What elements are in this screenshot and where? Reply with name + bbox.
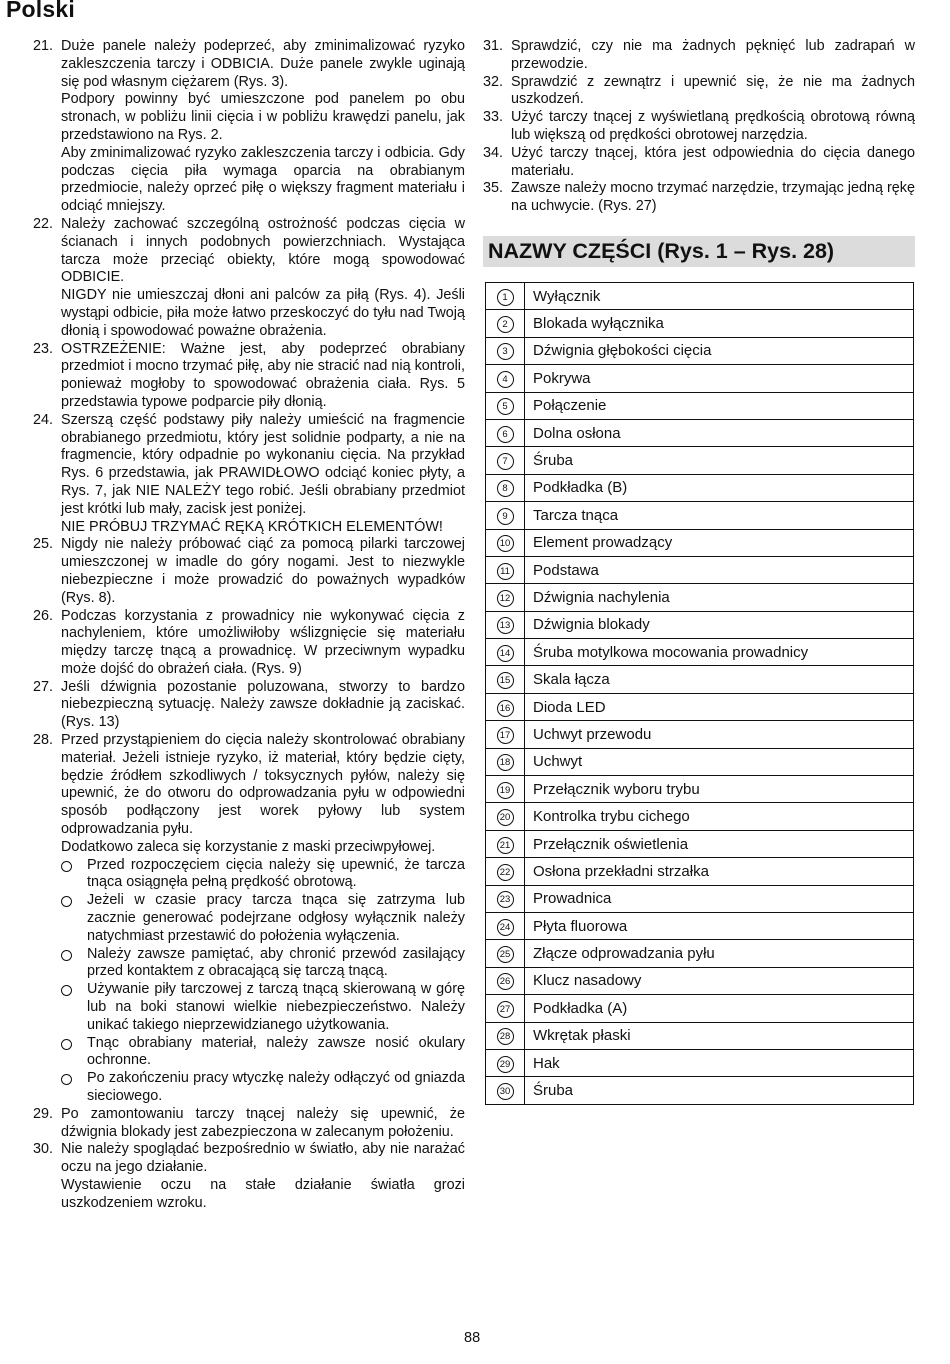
list-item — [33, 1141, 465, 1212]
part-label: Uchwyt przewodu — [525, 721, 914, 748]
part-number-cell — [486, 529, 525, 556]
bullet-item — [61, 892, 465, 945]
part-number: 10 — [497, 535, 514, 552]
part-number-cell — [486, 693, 525, 720]
part-number-cell — [486, 556, 525, 583]
list-item — [483, 109, 915, 145]
part-number-cell — [486, 912, 525, 939]
part-label: Podstawa — [525, 556, 914, 583]
item-paragraph: Nigdy nie należy próbować ciąć za pomocą pilarki tarczowej umieszczonej w imadle do góry nogami. Jest to niezwykle niebezpieczne i może prowadzić do poważnych wypadków (Rys. 8). — [61, 536, 465, 606]
part-number-cell — [486, 858, 525, 885]
part-label: Prowadnica — [525, 885, 914, 912]
part-number: 4 — [497, 371, 514, 388]
table-row — [486, 529, 914, 556]
item-paragraph: Użyć tarczy tnącej z wyświetlaną prędkością obrotową równą lub większą od prędkości obrotowej narzędzia. — [511, 109, 915, 143]
part-label: Uchwyt — [525, 748, 914, 775]
item-number: 33. — [483, 109, 504, 126]
part-number-cell — [486, 337, 525, 364]
part-number: 3 — [497, 343, 514, 360]
item-number: 23. — [33, 340, 54, 357]
left-column — [33, 38, 465, 1213]
part-label: Przełącznik wyboru trybu — [525, 776, 914, 803]
bullet-list — [61, 857, 465, 1106]
part-number-cell — [486, 830, 525, 857]
part-label: Blokada wyłącznika — [525, 310, 914, 337]
item-number: 22. — [33, 215, 54, 232]
item-paragraph: Podczas korzystania z prowadnicy nie wykonywać cięcia z nachyleniem, które umożliwiłoby wślizgnięcie się materiału między tarczę tnącą a prowadnicę. W przeciwnym wypadku może dojść do obrażeń ciała. (Rys. 9) — [61, 607, 465, 677]
table-row — [486, 639, 914, 666]
table-row — [486, 776, 914, 803]
part-number: 15 — [497, 672, 514, 689]
part-number-cell — [486, 419, 525, 446]
part-number: 14 — [497, 645, 514, 662]
part-number-cell — [486, 474, 525, 501]
part-number-cell — [486, 666, 525, 693]
item-paragraph: Jeśli dźwignia pozostanie poluzowana, stworzy to bardzo niebezpieczną sytuację. Należy zawsze dokładnie ją zaciskać. (Rys. 13) — [61, 678, 465, 731]
table-row — [486, 693, 914, 720]
part-number-cell — [486, 940, 525, 967]
table-row — [486, 1077, 914, 1104]
part-number: 17 — [497, 727, 514, 744]
part-number-cell — [486, 967, 525, 994]
part-number: 19 — [497, 782, 514, 799]
bullet-text: Przed rozpoczęciem cięcia należy się upewnić, że tarcza tnąca osiągnęła pełną prędkość obrotową. — [87, 856, 465, 891]
list-item — [33, 341, 465, 412]
list-item — [33, 216, 465, 341]
list-item — [33, 608, 465, 679]
list-item — [33, 38, 465, 216]
bullet-text: Używanie piły tarczowej z tarczą tnącą skierowaną w górę lub na boki stanowi wielkie niebezpieczeństwo. Należy unikać takiego nieprzewidzianego użytkowania. — [87, 981, 465, 1033]
list-item — [483, 145, 915, 181]
part-number-cell — [486, 310, 525, 337]
part-number: 6 — [497, 426, 514, 443]
part-label: Pokrywa — [525, 365, 914, 392]
bullet-item — [61, 946, 465, 982]
table-row — [486, 940, 914, 967]
part-number-cell — [486, 447, 525, 474]
item-paragraph: NIGDY nie umieszczaj dłoni ani palców za piłą (Rys. 4). Jeśli wystąpi odbicie, piła może łatwo przeskoczyć do tyłu nad Twoją dłonią i spowodować poważne obrażenia. — [61, 287, 465, 339]
item-paragraph: Duże panele należy podeprzeć, aby zminimalizować ryzyko zakleszczenia tarczy i ODBICIA. Duże panele zwykle uginają się pod własnym ciężarem (Rys. 3). — [61, 38, 465, 90]
item-paragraph: OSTRZEŻENIE: Ważne jest, aby podeprzeć obrabiany przedmiot i mocno trzymać piłę, aby nie stracić nad nią kontroli, ponieważ mogłoby to spowodować obrażenia ciała. Rys. 5 przedstawia typowe podparcie piły dłonią. — [61, 340, 465, 410]
bullet-item — [61, 1035, 465, 1071]
part-number-cell — [486, 584, 525, 611]
part-number: 11 — [497, 563, 514, 580]
list-item — [33, 732, 465, 1106]
list-item — [33, 412, 465, 537]
bullet-text: Tnąc obrabiany materiał, należy zawsze nosić okulary ochronne. — [87, 1034, 465, 1069]
item-number: 35. — [483, 180, 504, 197]
part-number: 27 — [497, 1001, 514, 1018]
part-number: 13 — [497, 617, 514, 634]
part-number: 20 — [497, 809, 514, 826]
table-row — [486, 721, 914, 748]
part-number: 8 — [497, 480, 514, 497]
bullet-circle-icon — [61, 950, 72, 961]
bullet-circle-icon — [61, 1074, 72, 1085]
table-row — [486, 967, 914, 994]
part-label: Osłona przekładni strzałka — [525, 858, 914, 885]
part-label: Dolna osłona — [525, 419, 914, 446]
table-row — [486, 283, 914, 310]
item-number: 21. — [33, 38, 54, 54]
part-number-cell — [486, 721, 525, 748]
table-row — [486, 885, 914, 912]
item-paragraph: Zawsze należy mocno trzymać narzędzie, trzymając jedną rękę na uchwycie. (Rys. 27) — [511, 180, 915, 215]
table-row — [486, 392, 914, 419]
item-number: 32. — [483, 73, 504, 90]
part-number: 5 — [497, 398, 514, 415]
item-paragraph: Wystawienie oczu na stałe działanie światła grozi uszkodzeniem wzroku. — [61, 1177, 465, 1211]
part-label: Podkładka (A) — [525, 995, 914, 1022]
part-number-cell — [486, 639, 525, 666]
table-row — [486, 912, 914, 939]
page-number: 88 — [464, 1330, 481, 1346]
part-number-cell — [486, 748, 525, 775]
table-row — [486, 556, 914, 583]
table-row — [486, 803, 914, 830]
table-row — [486, 365, 914, 392]
bullet-circle-icon — [61, 861, 72, 872]
part-number: 22 — [497, 864, 514, 881]
part-label: Podkładka (B) — [525, 474, 914, 501]
table-row — [486, 748, 914, 775]
part-label: Dioda LED — [525, 693, 914, 720]
table-row — [486, 419, 914, 446]
table-row — [486, 995, 914, 1022]
part-label: Dźwignia głębokości cięcia — [525, 337, 914, 364]
item-number: 27. — [33, 678, 54, 695]
part-number: 26 — [497, 973, 514, 990]
table-row — [486, 858, 914, 885]
part-number-cell — [486, 803, 525, 830]
part-label: Klucz nasadowy — [525, 967, 914, 994]
list-item — [483, 74, 915, 110]
part-number-cell — [486, 365, 525, 392]
part-number-cell — [486, 611, 525, 638]
part-label: Płyta fluorowa — [525, 912, 914, 939]
part-number: 9 — [497, 508, 514, 525]
item-paragraph: Nie należy spoglądać bezpośrednio w światło, aby nie narażać oczu na jego działanie. — [61, 1141, 465, 1176]
table-row — [486, 611, 914, 638]
item-number: 30. — [33, 1141, 54, 1158]
list-item — [483, 38, 915, 74]
table-row — [486, 1049, 914, 1076]
part-label: Przełącznik oświetlenia — [525, 830, 914, 857]
part-label: Śruba — [525, 447, 914, 474]
bullet-text: Należy zawsze pamiętać, aby chronić przewód zasilający przed kontaktem z obracającą się tarczą tnącą. — [87, 945, 465, 980]
item-paragraph: Aby zminimalizować ryzyko zakleszczenia tarczy i odbicia. Gdy podczas cięcia piła wymaga oparcia na obrabianym przedmiocie, należy oprzeć piłę o większy fragment materiału i odciąć mniejszy. — [61, 144, 465, 215]
part-label: Skala łącza — [525, 666, 914, 693]
part-number: 2 — [497, 316, 514, 333]
table-row — [486, 310, 914, 337]
part-label: Dźwignia blokady — [525, 611, 914, 638]
part-number: 18 — [497, 754, 514, 771]
bullet-circle-icon — [61, 896, 72, 907]
part-number-cell — [486, 1022, 525, 1049]
part-number: 28 — [497, 1028, 514, 1045]
item-number: 31. — [483, 38, 504, 54]
item-paragraph: NIE PRÓBUJ TRZYMAĆ RĘKĄ KRÓTKICH ELEMENTÓW! — [61, 518, 443, 535]
table-row — [486, 502, 914, 529]
part-label: Śruba motylkowa mocowania prowadnicy — [525, 639, 914, 666]
part-label: Połączenie — [525, 392, 914, 419]
item-paragraph: Należy zachować szczególną ostrożność podczas cięcia w ścianach i innych podobnych powierzchniach. Wystająca tarcza może przeciąć obiekty, które mogą spowodować ODBICIE. — [61, 215, 465, 286]
part-number: 7 — [497, 453, 514, 470]
item-paragraph: Sprawdzić z zewnątrz i upewnić się, że nie ma żadnych uszkodzeń. — [511, 73, 915, 108]
part-number-cell — [486, 283, 525, 310]
part-number-cell — [486, 1049, 525, 1076]
item-paragraph: Podpory powinny być umieszczone pod panelem po obu stronach, w pobliżu linii cięcia i w pobliżu krawędzi panelu, jak przedstawiono na Rys. 2. — [61, 91, 465, 143]
list-item — [33, 536, 465, 607]
part-number: 25 — [497, 946, 514, 963]
bullet-text: Jeżeli w czasie pracy tarcza tnąca się zatrzyma lub zacznie generować podejrzane odgłosy wyłącznik należy natychmiast przestawić do położenia wyłączenia. — [87, 892, 465, 944]
part-number: 1 — [497, 289, 514, 306]
part-number-cell — [486, 995, 525, 1022]
part-number: 29 — [497, 1056, 514, 1073]
bullet-text: Po zakończeniu pracy wtyczkę należy odłączyć od gniazda sieciowego. — [87, 1070, 465, 1105]
part-number-cell — [486, 1077, 525, 1104]
item-paragraph: Szerszą część podstawy piły należy umieścić na fragmencie obrabianego przedmiotu, który jest solidnie podparty, a nie na fragmencie, który odpadnie po wykonaniu cięcia. Na przykład Rys. 6 przedstawia, jak PRAWIDŁOWO odciąć koniec płyty, a Rys. 7, jak NIE NALEŻY tego robić. Jeśli obrabiany przedmiot jest krótki lub mały, zacisk jest poniżej. — [61, 411, 465, 517]
parts-table — [485, 282, 914, 1105]
part-number: 30 — [497, 1083, 514, 1100]
bullet-circle-icon — [61, 1039, 72, 1050]
item-paragraph: Po zamontowaniu tarczy tnącej należy się upewnić, że dźwignia blokady jest zabezpieczona w zalecanym położeniu. — [61, 1105, 465, 1140]
part-number-cell — [486, 776, 525, 803]
list-item — [33, 1106, 465, 1142]
item-number: 24. — [33, 411, 54, 428]
part-label: Złącze odprowadzania pyłu — [525, 940, 914, 967]
right-column — [483, 38, 915, 216]
parts-table-body — [486, 283, 914, 1105]
list-item — [483, 180, 915, 216]
table-row — [486, 666, 914, 693]
part-number: 24 — [497, 919, 514, 936]
bullet-circle-icon — [61, 985, 72, 996]
table-row — [486, 474, 914, 501]
language-title: Polski — [6, 0, 75, 22]
bullet-item — [61, 857, 465, 893]
part-label: Dźwignia nachylenia — [525, 584, 914, 611]
table-row — [486, 584, 914, 611]
item-number: 25. — [33, 536, 54, 553]
bullet-item — [61, 981, 465, 1034]
item-number: 29. — [33, 1105, 54, 1122]
part-number-cell — [486, 392, 525, 419]
part-number-cell — [486, 502, 525, 529]
part-label: Wkrętak płaski — [525, 1022, 914, 1049]
part-number-cell — [486, 885, 525, 912]
part-number: 23 — [497, 891, 514, 908]
table-row — [486, 337, 914, 364]
part-label: Kontrolka trybu cichego — [525, 803, 914, 830]
item-paragraph: Przed przystąpieniem do cięcia należy skontrolować obrabiany materiał. Jeżeli istnieje ryzyko, iż materiał, który będzie cięty, będzie źródłem szkodliwych / toksycznych pyłów, należy się upewnić, że do otworu do odprowadzania pyłu w odpowiedni sposób podłączony jest worek pyłowy lub system odprowadzania pyłu. — [61, 732, 465, 838]
table-row — [486, 447, 914, 474]
part-label: Śruba — [525, 1077, 914, 1104]
item-number: 34. — [483, 144, 504, 161]
parts-section-heading: NAZWY CZĘŚCI (Rys. 1 – Rys. 28) — [483, 236, 915, 267]
part-label: Wyłącznik — [525, 283, 914, 310]
item-number: 28. — [33, 732, 54, 749]
table-row — [486, 830, 914, 857]
item-paragraph: Dodatkowo zaleca się korzystanie z maski przeciwpyłowej. — [61, 838, 436, 855]
table-row — [486, 1022, 914, 1049]
bullet-item — [61, 1070, 465, 1106]
item-paragraph: Sprawdzić, czy nie ma żadnych pęknięć lub zadrapań w przewodzie. — [511, 38, 915, 72]
part-label: Element prowadzący — [525, 529, 914, 556]
part-label: Tarcza tnąca — [525, 502, 914, 529]
item-number: 26. — [33, 607, 54, 624]
item-paragraph: Użyć tarczy tnącej, która jest odpowiednia do cięcia danego materiału. — [511, 144, 915, 179]
list-item — [33, 679, 465, 732]
part-number: 21 — [497, 837, 514, 854]
part-number: 12 — [497, 590, 514, 607]
part-number: 16 — [497, 700, 514, 717]
part-label: Hak — [525, 1049, 914, 1076]
